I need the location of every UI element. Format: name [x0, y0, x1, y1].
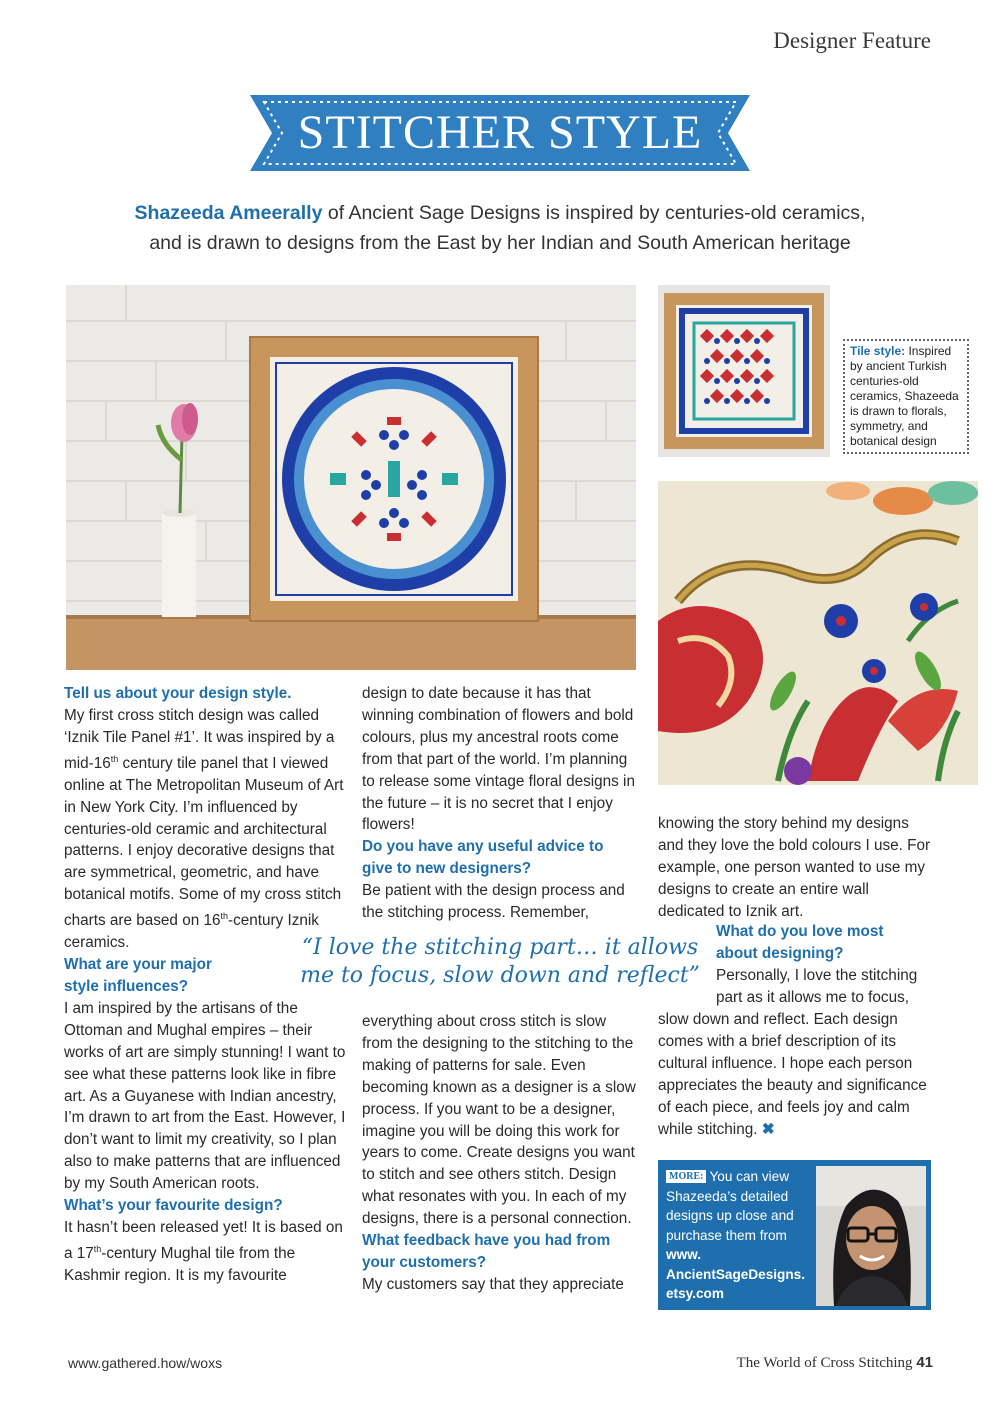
section-label: Designer Feature: [773, 28, 931, 53]
column-2-top: [362, 683, 637, 924]
column-3-bottom: [658, 1009, 933, 1140]
answer-favourite-design: It hasn’t been released yet! It is based on a 17th-century Mughal tile from the Kashmir region. It is my favourite: [64, 1218, 343, 1284]
answer-love-designing-cont: slow down and reflect. Each design comes with a brief description of its cultural influence. I hope each person appreciates the beauty and significance of each piece, and feels joy and calm while stitching. ✖: [658, 1011, 927, 1138]
standfirst-line2: and is drawn to designs from the East by her Indian and South American heritage: [149, 232, 851, 254]
answer-design-style: My first cross stitch design was called ‘Iznik Tile Panel #1’. It was inspired by a mid-16th century tile panel that I viewed online at The Metropolitan Museum of Art in New York City. I’m influenced by centuries-old ceramic and architectural patterns. I enjoy decorative designs that are symmetrical, geometric, and have botanical motifs. Some of my cross stitch charts are based on 16th-century Iznik ceramics.: [64, 706, 344, 952]
column-3-question: [716, 921, 936, 1009]
more-tag: MORE:: [666, 1170, 706, 1183]
photo-caption: [843, 339, 969, 454]
answer-favourite-design-cont: design to date because it has that winning combination of flowers and bold colours, plus my ancestral roots come from that part of the world. I’m planning to release some vintage floral designs in the future – it is no secret that I enjoy flowers!: [362, 685, 635, 834]
answer-advice-start: Be patient with the design process and the stitching process. Remember,: [362, 882, 625, 922]
question-advice: Do you have any useful advice to give to new designers?: [362, 838, 604, 878]
caption-label: Tile style:: [850, 344, 906, 358]
framed-tile-photo: [66, 285, 636, 670]
answer-feedback-cont: knowing the story behind my designs and they love the bold colours I use. For example, one person wanted to use my designs to create an entire wall dedicated to Iznik art.: [658, 815, 931, 920]
pull-quote-line2: me to focus, slow down and reflect”: [300, 963, 700, 988]
answer-love-designing-start: Personally, I love the stitching part as it allows me to focus,: [716, 966, 918, 1006]
standfirst: [80, 198, 920, 258]
question-love-designing: What do you love most about designing?: [716, 923, 884, 962]
answer-style-influences: I am inspired by the artisans of the Ottoman and Mughal empires – their works of art are simply stunning! I want to see what these patterns look like in fibre art. As a Guyanese with Indian ancestry, I’m drawn to art from the East. However, I don’t want to limit my creativity, so I plan also to make patterns that are influenced by my South American roots.: [64, 999, 346, 1193]
question-feedback: What feedback have you had from your customers?: [362, 1232, 611, 1271]
designer-portrait: [816, 1166, 926, 1306]
small-tile-photo: [658, 285, 830, 457]
magazine-title: The World of Cross Stitching: [736, 1355, 913, 1371]
pull-quote: [290, 934, 710, 990]
answer-advice-cont: everything about cross stitch is slow from the designing to the stitching to the making of patterns for sale. Even becoming known as a designer is a slow process. If you want to be a designer, imagine you will be doing this work for years to come. Create designs you want to stitch and see others stitch. Design what resonates with you. In each of my designs, there is a personal connection.: [362, 1013, 636, 1228]
more-info-text: MORE: You can view Shazeeda’s detailed designs up close and purchase them from www. AncientSageDesigns. etsy.com: [666, 1169, 805, 1301]
page-title: STITCHER STYLE: [297, 106, 703, 159]
caption-text: Inspired by ancient Turkish centuries-old ceramics, Shazeeda is drawn to florals, symmetry, and botanical design: [850, 344, 959, 448]
question-design-style: Tell us about your design style.: [64, 685, 292, 702]
column-3-top: [658, 813, 933, 923]
end-mark-icon: ✖: [761, 1120, 775, 1138]
page-number: 41: [916, 1354, 933, 1371]
column-2-bottom: [362, 1011, 637, 1296]
question-style-influences: What are your major style influences?: [64, 956, 212, 995]
designer-name: Shazeeda Ameerally: [134, 202, 323, 224]
footer-url: www.gathered.how/woxs: [68, 1355, 223, 1371]
answer-feedback-start: My customers say that they appreciate: [362, 1275, 624, 1293]
footer-magazine: [737, 1354, 933, 1372]
standfirst-line1: of Ancient Sage Designs is inspired by centuries-old ceramics,: [322, 202, 866, 224]
pull-quote-line1: “I love the stitching part… it allows: [301, 935, 699, 960]
question-favourite-design: What’s your favourite design?: [64, 1197, 283, 1215]
floral-closeup-photo: [658, 481, 978, 785]
shop-link[interactable]: www. AncientSageDesigns. etsy.com: [666, 1247, 805, 1301]
